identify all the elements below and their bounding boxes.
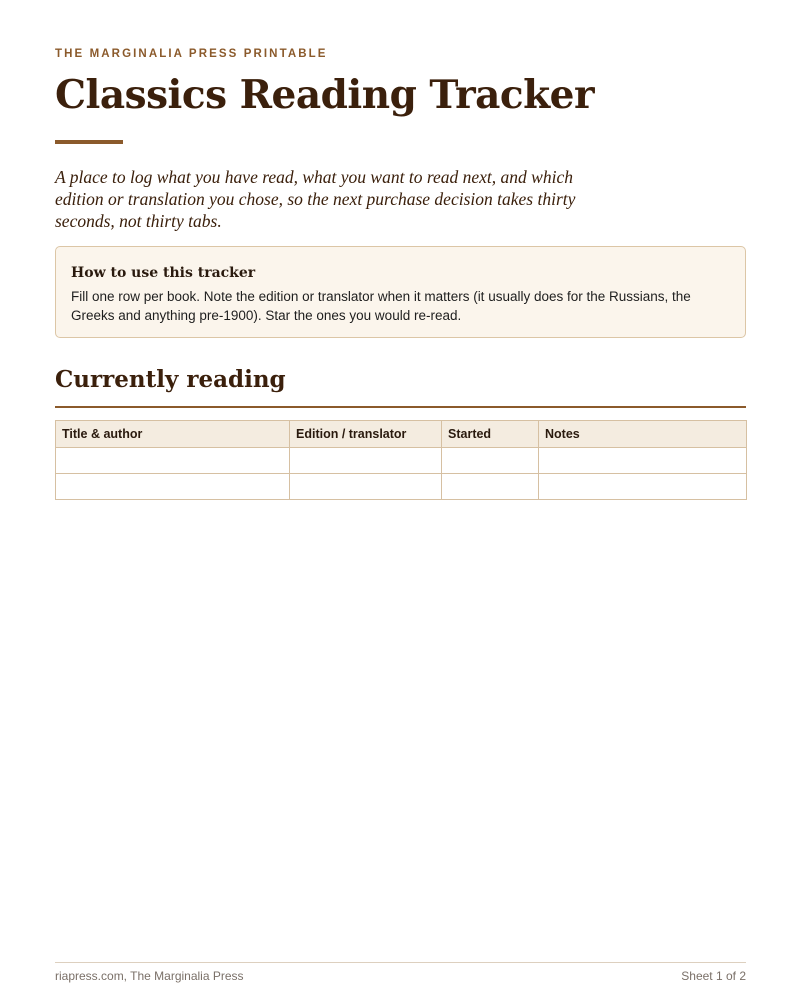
title-accent-rule [55, 140, 123, 144]
callout-body: Fill one row per book. Note the edition or translator when it matters (it usually does for the Russians, the Greeks and anything pre-1900). Star the ones you would re-read. [71, 289, 691, 323]
column-header-started: Started [442, 421, 539, 448]
table-cell-notes[interactable] [539, 448, 747, 474]
intro-paragraph: A place to log what you have read, what you want to read next, and which edition or translation you chose, so the next purchase decision takes thirty seconds, not thirty tabs. [55, 167, 576, 231]
section-title-currently-reading: Currently reading [55, 366, 286, 393]
table-cell-notes[interactable] [539, 474, 747, 500]
footer-page-number: Sheet 1 of 2 [681, 969, 746, 983]
table-row [56, 474, 747, 500]
table-cell-edition-translator[interactable] [290, 474, 442, 500]
table-cell-started[interactable] [442, 448, 539, 474]
table-cell-title-author[interactable] [56, 474, 290, 500]
column-header-edition-translator: Edition / translator [290, 421, 442, 448]
footer-divider [55, 962, 746, 963]
page-title: Classics Reading Tracker [55, 72, 595, 118]
table-cell-started[interactable] [442, 474, 539, 500]
section-divider [55, 406, 746, 408]
table-cell-edition-translator[interactable] [290, 448, 442, 474]
reading-table [55, 420, 747, 500]
instructions-callout [55, 246, 746, 338]
table-cell-title-author[interactable] [56, 448, 290, 474]
callout-title: How to use this tracker [71, 265, 256, 281]
column-header-title-author: Title & author [56, 421, 290, 448]
table-header-row [56, 421, 747, 448]
printable-page [55, 0, 746, 1000]
column-header-notes: Notes [539, 421, 747, 448]
table-row [56, 448, 747, 474]
footer-publisher: riapress.com, The Marginalia Press [55, 969, 244, 983]
publisher-eyebrow: THE MARGINALIA PRESS PRINTABLE [55, 48, 328, 60]
